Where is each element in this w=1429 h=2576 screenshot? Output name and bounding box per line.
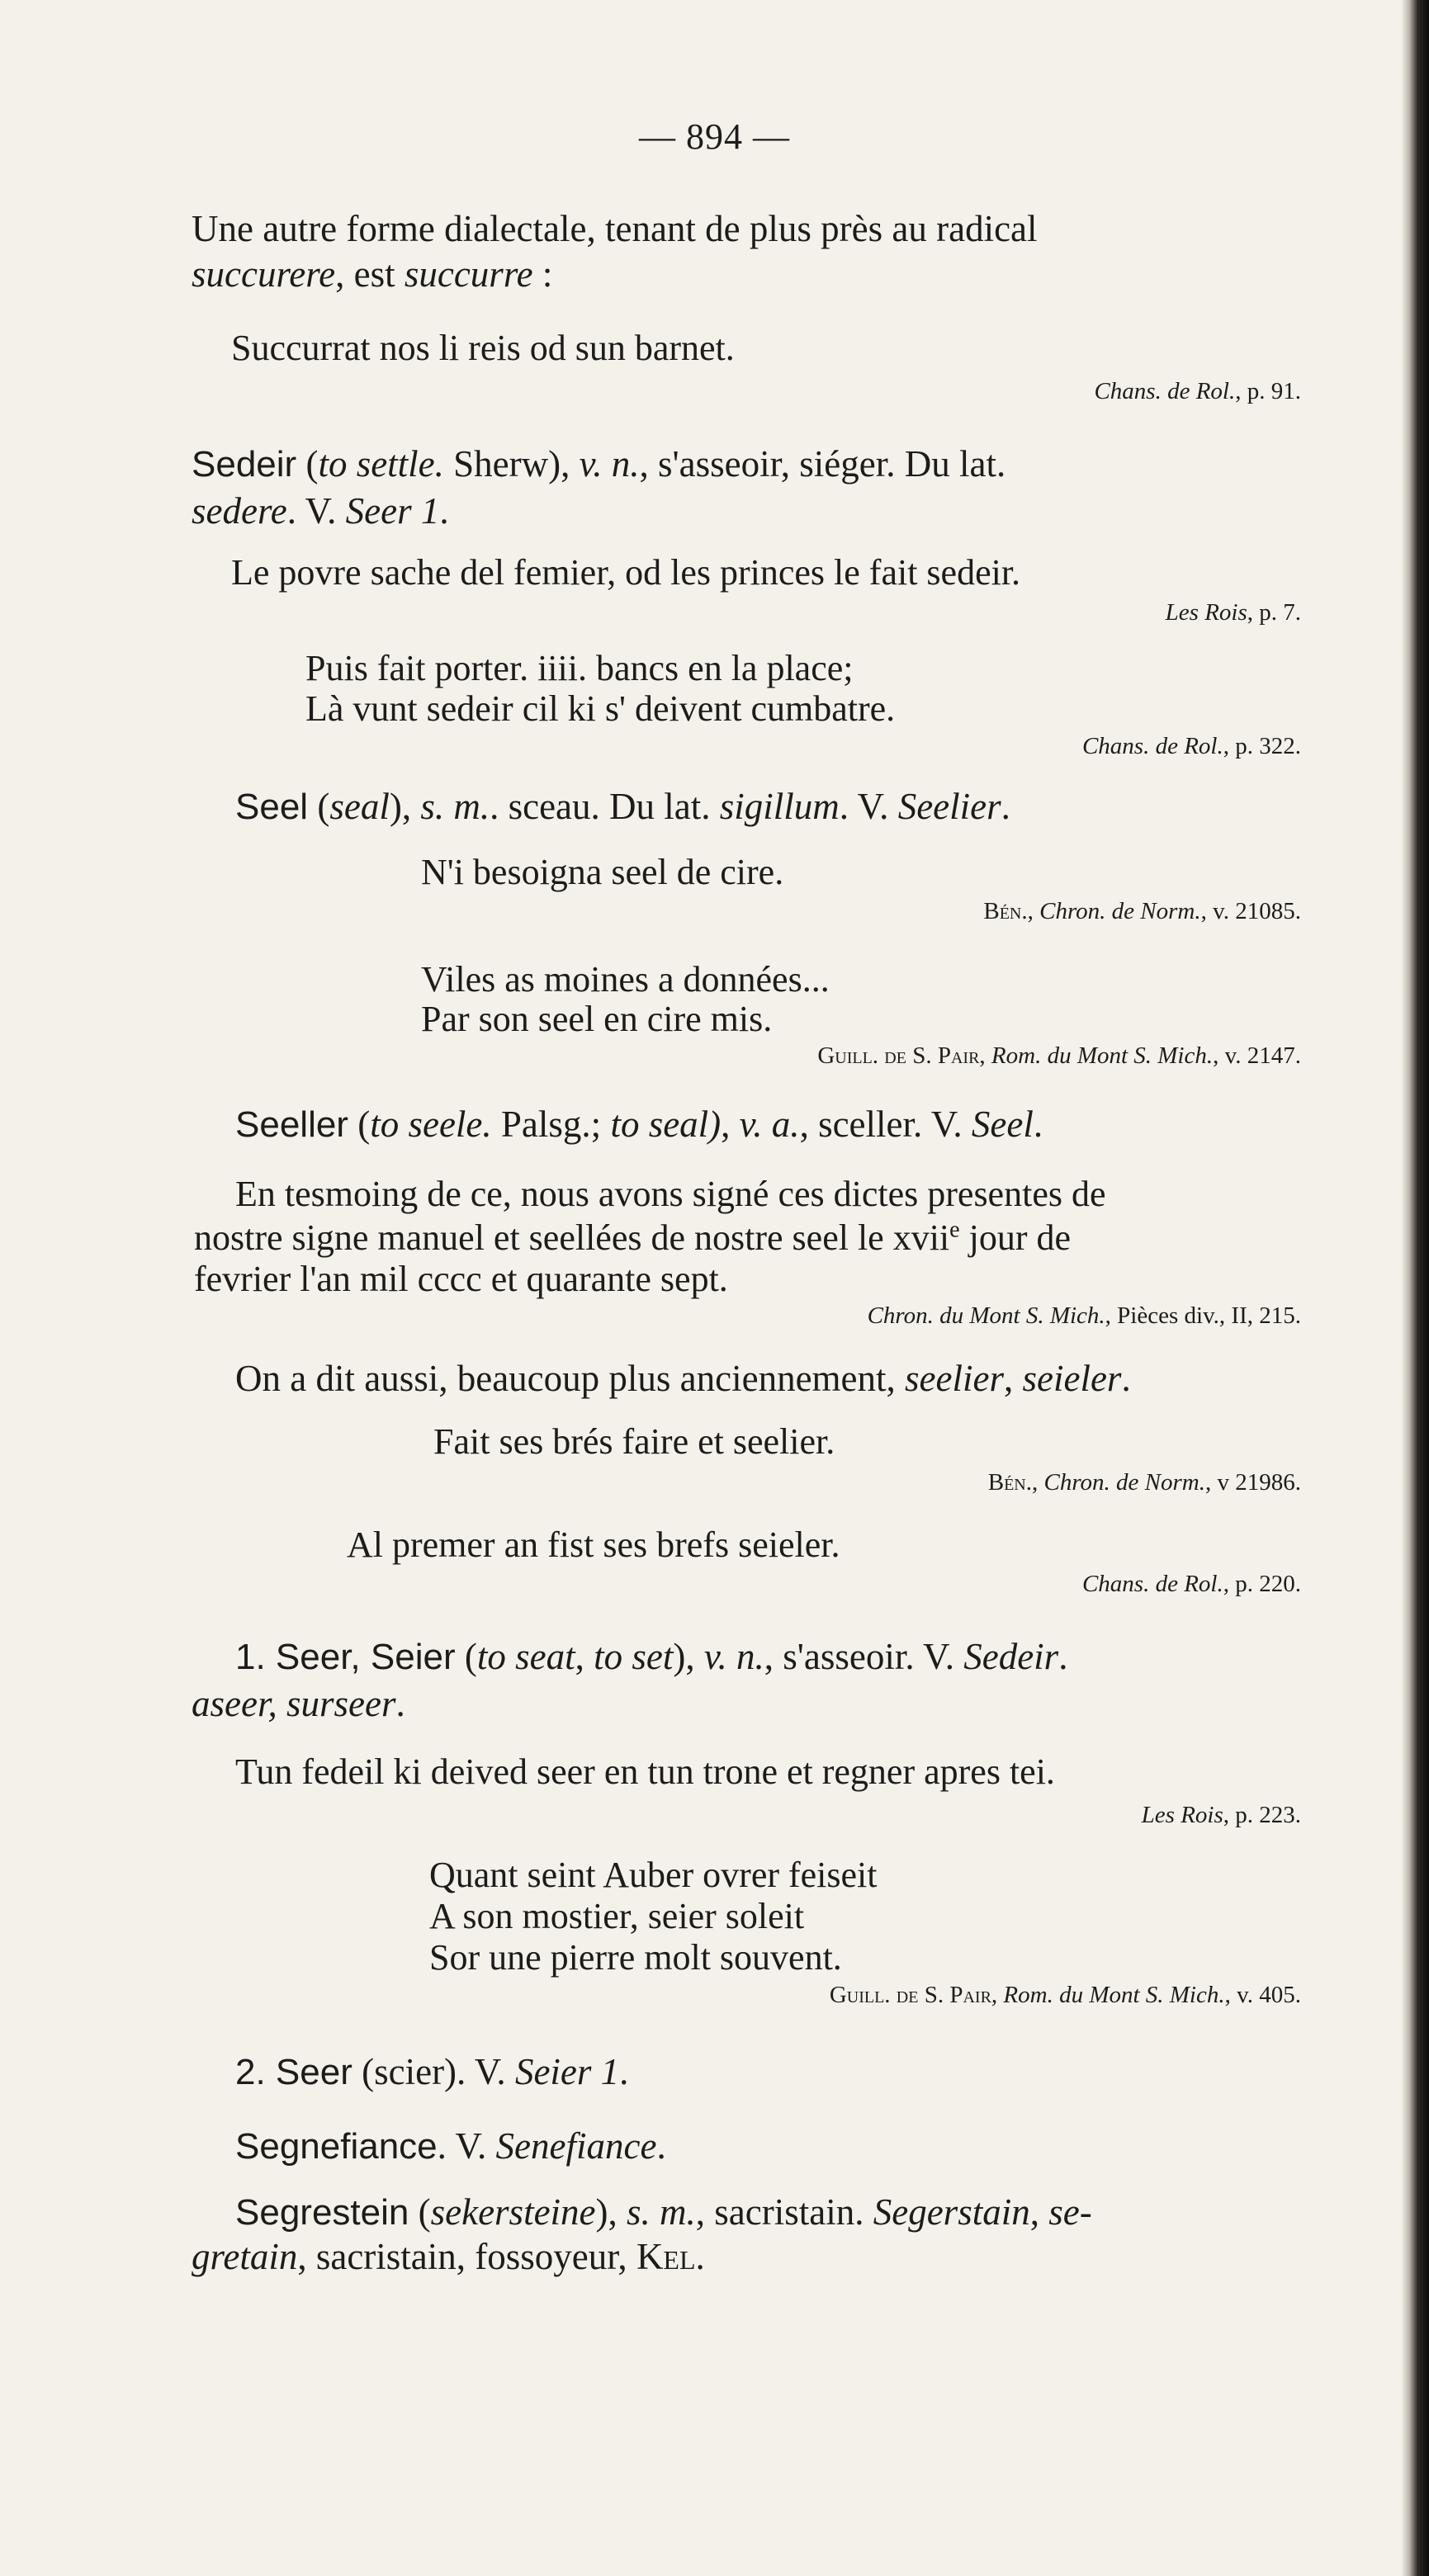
quote-verse: Fait ses brés faire et seelier. [433,1421,835,1462]
quote-verse: Sor une pierre molt souvent. [429,1937,842,1978]
intro-line-1: Une autre forme dialectale, tenant de plus près au radical [192,208,1038,249]
quote-citation: Chron. du Mont S. Mich., Pièces div., II, 215. [867,1302,1301,1329]
page-number: — 894 — [639,116,790,157]
quote-citation: Chans. de Rol., p. 322. [1081,733,1301,759]
headword-segrestein: Segrestein [235,2192,409,2233]
quote-citation: Bén., Chron. de Norm., v. 21085. [983,898,1301,924]
headword-seer-2: 2. Seer [235,2052,353,2092]
headword-seel: Seel [235,787,309,827]
quote-citation: Guill. de S. Pair, Rom. du Mont S. Mich., v. 405. [829,1982,1301,2008]
quote-citation: Bén., Chron. de Norm., v 21986. [987,1469,1301,1496]
quote-verse: Quant seint Auber ovrer feiseit [429,1855,878,1895]
entry-seer-1-line-2: aseer, surseer. [192,1683,405,1724]
quote-verse: Al premer an fist ses brefs seieler. [347,1524,840,1565]
quote-prose-line: fevrier l'an mil cccc et quarante sept. [194,1259,728,1299]
headword-sedeir: Sedeir [192,444,297,484]
entry-seer-1: 1. Seer, Seier (to seat, to set), v. n., s'asseoir. V. Sedeir. [235,1636,1068,1677]
entry-segrestein: Segrestein (sekersteine), s. m., sacristain. Segerstain, se- [235,2191,1092,2233]
entry-seeller: Seeller (to seele. Palsg.; to seal), v. a., sceller. V. Seel. [235,1104,1043,1145]
quote-verse: N'i besoigna seel de cire. [421,852,784,892]
quote-verse: Puis fait porter. iiii. bancs en la place; [305,648,854,688]
headword-seeller: Seeller [235,1104,348,1145]
quote-citation: Les Rois, p. 223. [1141,1802,1301,1828]
quote-verse: Tun fedeil ki deived seer en tun trone et regner apres tei. [235,1751,1055,1792]
quote-verse: Par son seel en cire mis. [421,999,773,1039]
entry-sedeir: Sedeir (to settle. Sherw), v. n., s'asseoir, siéger. Du lat. [192,443,1006,484]
quote-prose-line: nostre signe manuel et seellées de nostre seel le xvii$^e$ jour de [194,1217,1071,1258]
entry-segrestein-line-2: gretain, sacristain, fossoyeur, Kel. [192,2236,705,2277]
quote-citation: Les Rois, p. 7. [1165,599,1301,626]
entry-seel: Seel (seal), s. m.. sceau. Du lat. sigillum. V. Seelier. [235,786,1010,827]
intro-term-2: succurre [404,253,533,295]
entry-sedeir-line-2: sedere. V. Seer 1. [192,490,449,532]
entry-segnefiance: Segnefiance. V. Senefiance. [235,2125,666,2167]
quote-verse: Le povre sache del femier, od les princes le fait sedeir. [231,552,1021,593]
variant-forms-line: On a dit aussi, beaucoup plus anciennement, seelier, seieler. [235,1358,1131,1399]
quote-verse: Succurrat nos li reis od sun barnet. [231,328,735,368]
book-binding-edge [1401,0,1429,2576]
entry-seer-2: 2. Seer (scier). V. Seier 1. [235,2051,629,2092]
quote-verse: A son mostier, seier soleit [429,1896,805,1936]
quote-prose-line: En tesmoing de ce, nous avons signé ces dictes presentes de [235,1174,1106,1214]
headword-seer-1: 1. Seer, Seier [235,1637,456,1677]
quote-verse: Là vunt sedeir cil ki s' deivent cumbatre. [305,688,896,729]
quote-citation: Chans. de Rol., p. 91. [1094,378,1301,404]
headword-segnefiance: Segnefiance [235,2126,438,2167]
quote-citation: Chans. de Rol., p. 220. [1081,1571,1301,1597]
intro-line-2: succurere, est succurre : [192,253,553,295]
intro-term-1: succurere [192,253,336,295]
quote-citation: Guill. de S. Pair, Rom. du Mont S. Mich., v. 2147. [817,1042,1301,1069]
quote-verse: Viles as moines a données... [421,959,830,1000]
